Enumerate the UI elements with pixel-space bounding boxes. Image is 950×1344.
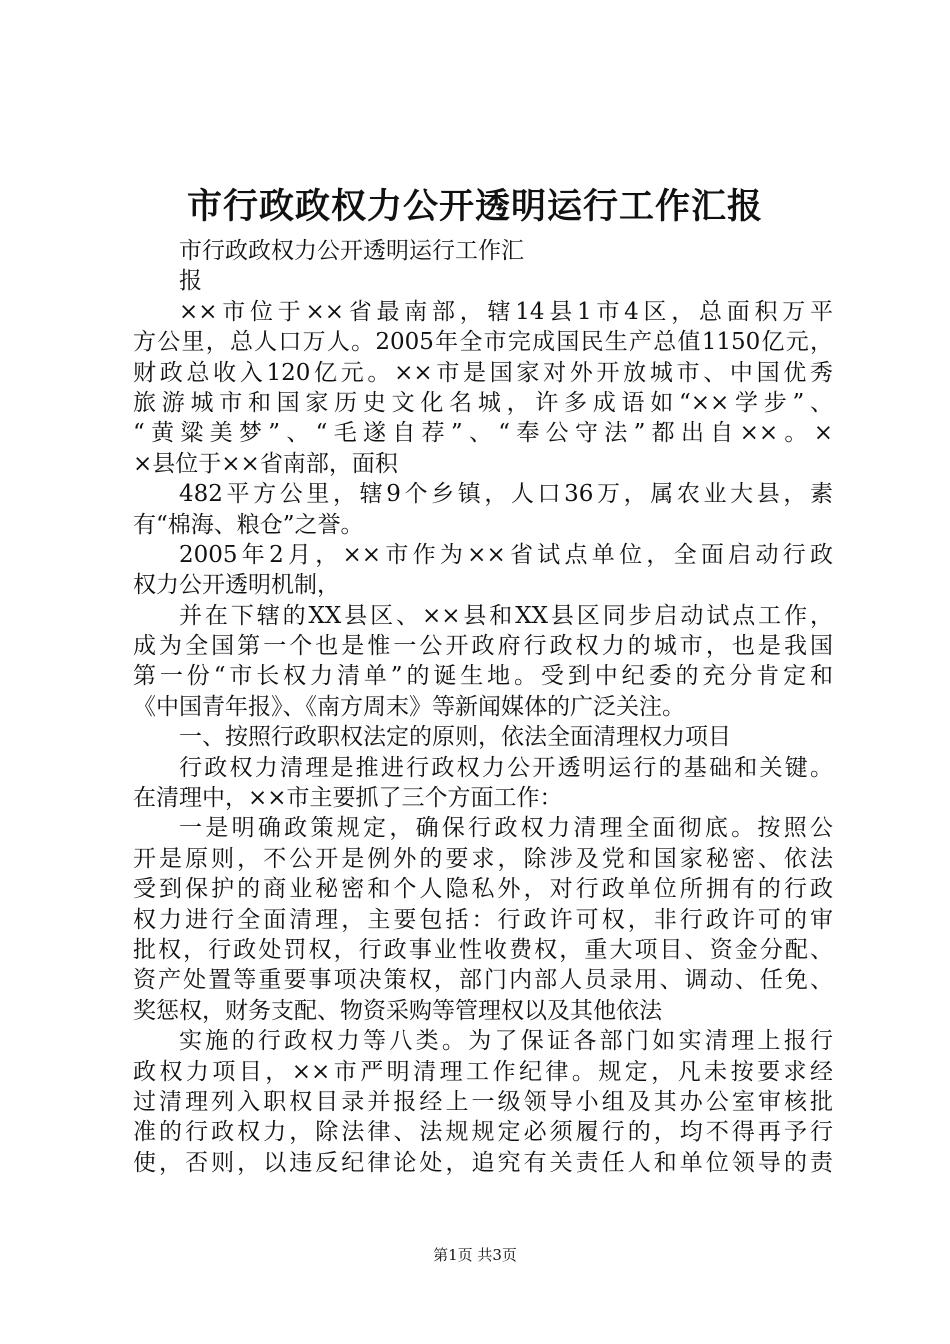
body-line: 一是明确政策规定，确保行政权力清理全面彻底。按照公	[179, 815, 833, 842]
body-line: 成为全国第一个也是惟一公开政府行政权力的城市，也是我国	[133, 633, 833, 660]
page-footer: 第1页 共3页	[433, 1246, 517, 1264]
body-line: 实施的行政权力等八类。为了保证各部门如实清理上报行	[179, 1028, 833, 1055]
body-line: 行政权力清理是推进行政权力公开透明运行的基础和关键。	[179, 754, 833, 781]
body-line: 批权，行政处罚权，行政事业性收费权，重大项目、资金分配、	[133, 936, 833, 963]
body-line: ××市位于××省最南部，辖14县1市4区，总面积万平	[179, 298, 833, 325]
body-line: 旅游城市和国家历史文化名城，许多成语如“××学步”、	[133, 389, 833, 416]
body-line: 在清理中，××市主要抓了三个方面工作：	[133, 785, 563, 812]
body-line: 有“棉海、粮仓”之誉。	[133, 511, 364, 538]
body-line: 资产处置等重要事项决策权，部门内部人员录用、调动、任免、	[133, 967, 833, 994]
body-line: 过清理列入职权目录并报经上一级领导小组及其办公室审核批	[133, 1088, 833, 1115]
body-line: 第一份“市长权力清单”的诞生地。受到中纪委的充分肯定和	[133, 663, 833, 690]
body-line: 并在下辖的XX县区、××县和XX县区同步启动试点工作，	[179, 602, 833, 629]
body-line: 报	[179, 268, 202, 295]
body-line: 一、按照行政职权法定的原则，依法全面清理权力项目	[179, 724, 731, 751]
body-line: “黄粱美梦”、“毛遂自荐”、“奉公守法”都出自××。×	[133, 420, 833, 447]
body-line: ×县位于××省南部，面积	[133, 450, 398, 477]
body-line: 《中国青年报》、《南方周末》等新闻媒体的广泛关注。	[133, 693, 685, 720]
body-line: 权力进行全面清理，主要包括：行政许可权，非行政许可的审	[133, 906, 833, 933]
body-line: 开是原则，不公开是例外的要求，除涉及党和国家秘密、依法	[133, 845, 833, 872]
body-line: 权力公开透明机制，	[133, 572, 340, 599]
body-line: 政权力项目，××市严明清理工作纪律。规定，凡未按要求经	[133, 1058, 833, 1085]
body-line: 使，否则，以违反纪律论处，追究有关责任人和单位领导的责	[133, 1149, 833, 1176]
body-line: 准的行政权力，除法律、法规规定必须履行的，均不得再予行	[133, 1119, 833, 1146]
body-line: 财政总收入120亿元。××市是国家对外开放城市、中国优秀	[133, 359, 833, 386]
body-line: 受到保护的商业秘密和个人隐私外，对行政单位所拥有的行政	[133, 876, 833, 903]
body-line: 482平方公里，辖9个乡镇，人口36万，属农业大县，素	[179, 481, 833, 508]
document-title: 市行政政权力公开透明运行工作汇报	[186, 186, 763, 227]
document-body	[133, 236, 833, 1178]
body-line: 奖惩权，财务支配、物资采购等管理权以及其他依法	[133, 997, 662, 1024]
body-line: 市行政政权力公开透明运行工作汇	[179, 238, 524, 264]
body-line: 2005年2月，××市作为××省试点单位，全面启动行政	[179, 541, 833, 568]
body-line: 方公里，总人口万人。2005年全市完成国民生产总值1150亿元，	[133, 329, 833, 356]
